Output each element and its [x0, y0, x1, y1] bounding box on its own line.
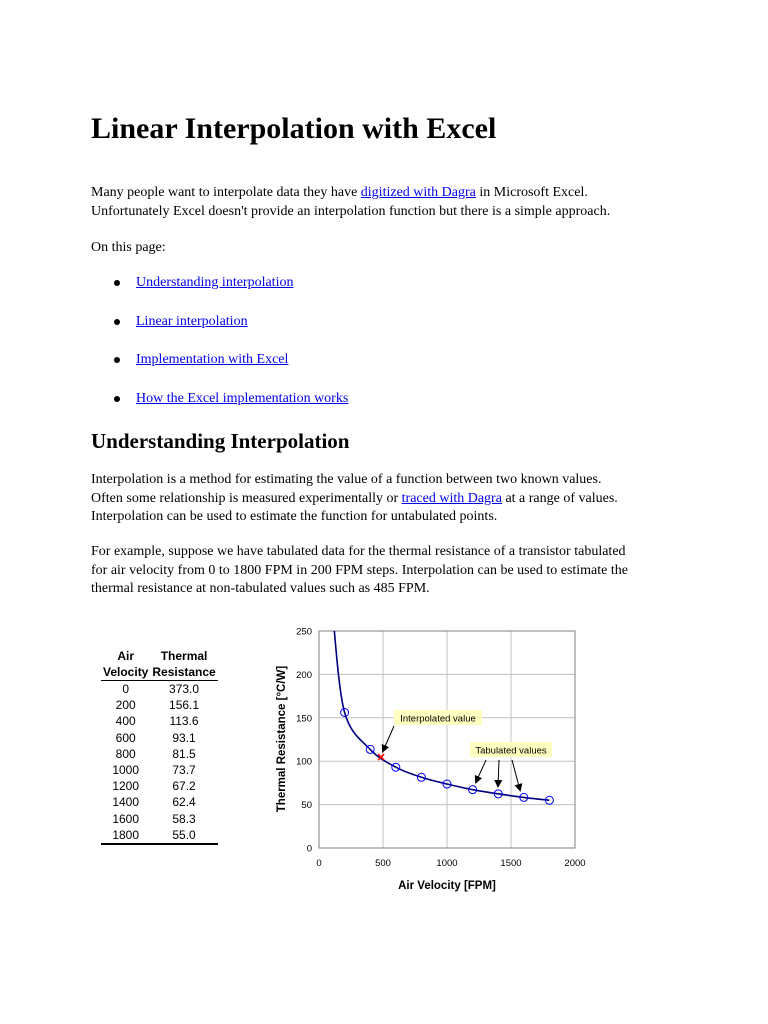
section1-paragraph-2 [91, 543, 681, 599]
digitized-with-dagra-link[interactable]: digitized with Dagra [360, 185, 476, 200]
thermal-resistance-chart [268, 620, 588, 898]
toc-label: On this page: [91, 240, 166, 255]
table-row [101, 794, 218, 810]
traced-with-dagra-link[interactable]: traced with Dagra [401, 490, 502, 506]
resistance-cell: 81.5 [172, 746, 196, 761]
toc-link-how-excel-implementation-works[interactable]: How the Excel implementation works [136, 390, 349, 406]
table-row [101, 746, 218, 762]
page-title: Linear Interpolation with Excel [91, 112, 497, 145]
resistance-cell: 55.0 [150, 827, 217, 844]
y-tick-label: 200 [296, 669, 312, 681]
col-header-velocity: Velocity [103, 665, 149, 679]
velocity-cell: 1800 [101, 827, 150, 844]
callout-arrow [476, 760, 486, 782]
velocity-cell: 0 [122, 682, 130, 696]
p2-line-1: For example, suppose we have tabulated data for the thermal resistance of a transistor tabulated [91, 544, 626, 559]
intro-text-2: in Microsoft Excel. [475, 185, 588, 200]
toc-item [91, 388, 348, 427]
x-tick-label: 0 [316, 858, 322, 869]
grid [319, 631, 575, 848]
callout-arrow [512, 760, 520, 790]
resistance-cell: 62.4 [172, 795, 196, 810]
table-row [101, 697, 218, 713]
col-header-resistance: Resistance [152, 665, 216, 679]
table-row [101, 730, 218, 746]
table-row [101, 811, 218, 827]
resistance-cell: 67.2 [172, 779, 196, 794]
toc-link-understanding-interpolation[interactable]: Understanding interpolation [136, 275, 294, 290]
table-row [101, 713, 218, 729]
p1-line-1: Interpolation is a method for estimating the value of a function between two known values. [91, 472, 602, 487]
toc-link-implementation-with-excel[interactable]: Implementation with Excel [136, 352, 289, 367]
table-row [101, 778, 218, 794]
section1-paragraph-1 [91, 471, 681, 527]
p2-line-2: for air velocity from 0 to 1800 FPM in 200 FPM steps. Interpolation can be used to estimate the [91, 562, 628, 578]
table-row [101, 681, 218, 698]
toc-link-linear-interpolation[interactable]: Linear interpolation [136, 313, 248, 329]
toc-item [91, 311, 348, 350]
resistance-cell: 93.1 [172, 730, 196, 745]
intro-paragraph [91, 184, 681, 221]
y-axis-label: Thermal Resistance [°C/W] [276, 665, 288, 813]
intro-text-3: Unfortunately Excel doesn't provide an interpolation function but there is a simple approach. [91, 203, 611, 219]
table-row [101, 827, 218, 844]
velocity-cell: 1200 [112, 779, 140, 794]
p2-line-3: thermal resistance at non-tabulated values such as 485 FPM. [91, 581, 430, 596]
resistance-cell: 113.6 [169, 714, 199, 729]
velocity-cell: 200 [115, 698, 136, 713]
x-axis-label: Air Velocity [FPM] [398, 880, 496, 892]
resistance-cell: 373.0 [169, 682, 200, 696]
velocity-cell: 800 [115, 746, 136, 761]
toc-item [91, 349, 348, 388]
col-header-air: Air [117, 649, 135, 663]
thermal-resistance-table [101, 648, 218, 845]
y-axis-ticks [296, 627, 312, 855]
p1-line-3: Interpolation can be used to estimate the function for untabulated points. [91, 509, 498, 524]
table-row [101, 762, 218, 778]
y-tick-label: 0 [306, 843, 312, 855]
y-tick-label: 100 [296, 756, 312, 768]
y-tick-label: 50 [301, 800, 312, 812]
y-tick-label: 250 [296, 626, 312, 638]
p1-line-2a: Often some relationship is measured experimentally or [91, 490, 402, 506]
x-tick-label: 2000 [564, 858, 586, 869]
section-heading-understanding-interpolation: Understanding Interpolation [91, 429, 350, 453]
x-tick-label: 1000 [436, 858, 458, 869]
tabulated-values-label: Tabulated values [475, 745, 547, 757]
callout-arrow [383, 726, 394, 751]
p1-line-2b: at a range of values. [501, 490, 618, 506]
interpolated-value-callout [383, 710, 482, 751]
intro-text-1: Many people want to interpolate data they have [91, 185, 361, 200]
resistance-cell: 58.3 [172, 811, 196, 826]
x-tick-label: 1500 [500, 858, 522, 869]
callout-arrow [498, 760, 499, 786]
velocity-cell: 400 [115, 714, 136, 729]
y-tick-label: 150 [296, 713, 312, 725]
resistance-cell: 73.7 [172, 763, 196, 778]
x-axis-ticks [316, 858, 585, 869]
velocity-cell: 1400 [112, 795, 140, 810]
toc-item [91, 272, 348, 311]
velocity-cell: 1600 [112, 811, 140, 826]
x-tick-label: 500 [375, 858, 391, 869]
velocity-cell: 1000 [112, 763, 140, 778]
velocity-cell: 600 [115, 730, 136, 745]
col-header-thermal: Thermal [160, 649, 208, 663]
interpolated-value-label: Interpolated value [400, 713, 476, 725]
resistance-cell: 156.1 [169, 698, 200, 713]
toc-list [91, 272, 348, 426]
